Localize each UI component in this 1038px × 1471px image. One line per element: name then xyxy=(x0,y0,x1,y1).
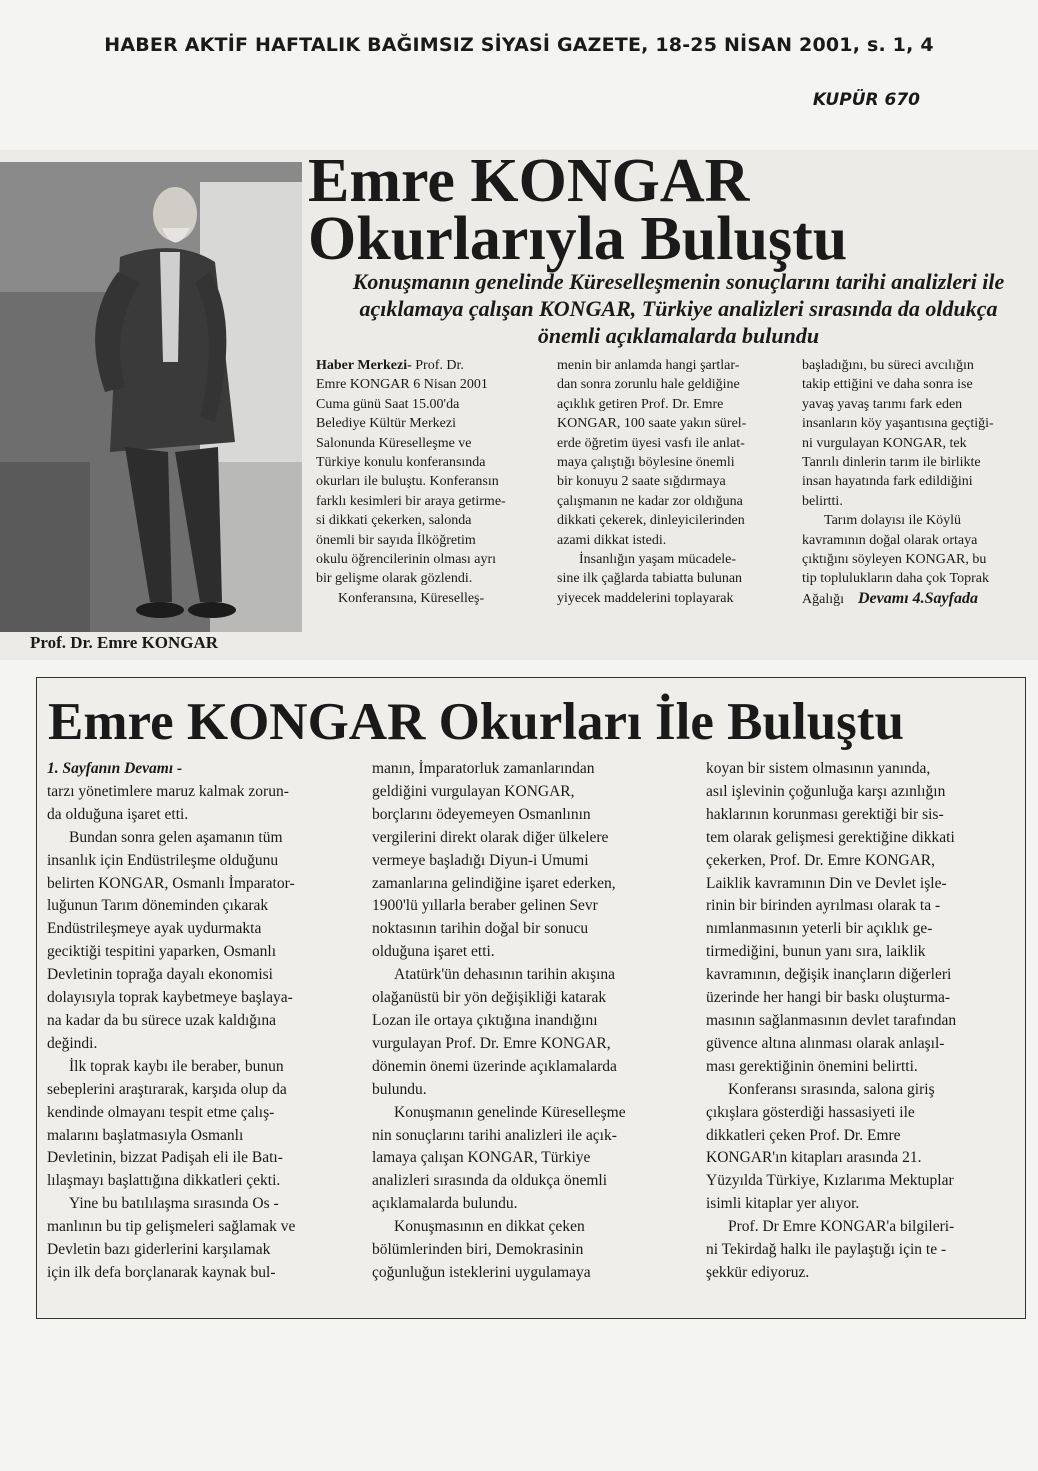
column-line: çıktığını söyleyen KONGAR, bu xyxy=(802,552,987,568)
front-column-1 xyxy=(316,356,548,608)
column-line: vurgulayan Prof. Dr. Emre KONGAR, xyxy=(372,1034,611,1052)
column-line: üzerinde her hangi bir baskı oluşturma- xyxy=(706,989,951,1007)
column-line: takip ettiğini ve daha sonra ise xyxy=(802,377,973,393)
column-line: dikkatleri çeken Prof. Dr. Emre xyxy=(706,1126,901,1144)
column-line: masının sağlanmasının devlet tarafından xyxy=(706,1011,957,1029)
column-line: sebeplerini araştırarak, karşıda olup da xyxy=(47,1080,287,1098)
column-line: KONGAR, 100 saate yakın sürel- xyxy=(557,416,747,432)
column-line: çalışmanın ne kadar zor oldığuna xyxy=(557,493,743,509)
column-line: sine ilk çağlarda tabiatta bulunan xyxy=(557,571,743,587)
column-line: vermeye başladığı Diyun-i Umumi xyxy=(372,851,589,869)
column-line: Laiklik kavramının Din ve Devlet işle- xyxy=(706,874,947,892)
column-line: Salonunda Küreselleşme ve xyxy=(316,435,472,451)
column-line: kavramının doğal olarak ortaya xyxy=(802,532,978,548)
column-line: Tarım dolayısı ile Köylü xyxy=(824,513,962,529)
photo-caption: Prof. Dr. Emre KONGAR xyxy=(30,633,219,652)
column-line: noktasının tarihin doğal bir sonucu xyxy=(372,920,589,938)
column-line: kendinde olmayanı tespit etme çalış- xyxy=(47,1103,275,1121)
column-line: bir gelişme olarak gözlendi. xyxy=(316,571,473,587)
column-line: Konuşmanın genelinde Küreselleşme xyxy=(394,1103,626,1121)
column-line: belirten KONGAR, Osmanlı İmparator- xyxy=(47,874,295,892)
column-line: İlk toprak kaybı ile beraber, bunun xyxy=(69,1057,284,1075)
column-line: tip toplulukların daha çok Toprak xyxy=(802,571,989,587)
column-line: Yine bu batılılaşma sırasında Os - xyxy=(69,1195,279,1213)
column-line: Türkiye konulu konferansında xyxy=(316,455,486,471)
column-line: açıklık getiren Prof. Dr. Emre xyxy=(557,396,724,412)
speaker-photo xyxy=(0,162,302,632)
continuation-kicker: 1. Sayfanın Devamı - xyxy=(47,760,183,777)
column-line: azami dikkat istedi. xyxy=(557,532,667,548)
column-line: menin bir anlamda hangi şartlar- xyxy=(557,358,740,373)
page4-column-1 xyxy=(47,758,359,1285)
column-line: okulu öğrencilerinin olması ayrı xyxy=(316,552,497,568)
column-line: Devletinin, bizzat Padişah eli ile Batı- xyxy=(47,1149,283,1167)
column-line: için ilk defa borçlanarak kaynak bul- xyxy=(47,1263,276,1281)
column-line: belirtti. xyxy=(802,493,843,509)
column-line: Devletin bazı giderlerini karşılamak xyxy=(47,1241,271,1259)
column-line: borçlarını ödeyemeyen Osmanlının xyxy=(372,805,591,823)
column-line: luğunun Tarım döneminden çıkarak xyxy=(47,897,269,915)
column-line: si dikkati çekerken, salonda xyxy=(316,513,472,529)
page4-column-2 xyxy=(372,758,684,1285)
column-line: Prof. Dr Emre KONGAR'a bilgileri- xyxy=(728,1218,955,1236)
column-line: dolayısıyla toprak kaybetmeye başlaya- xyxy=(47,989,293,1007)
column-line: bölümlerinden biri, Demokrasinin xyxy=(372,1241,584,1259)
column-line: zamanlarına gelindiğine işaret ederken, xyxy=(372,874,616,892)
column-line: başladığını, bu süreci avcılığın xyxy=(802,358,974,373)
column-line: koyan bir sistem olmasının yanında, xyxy=(706,760,931,777)
column-line: da olduğuna işaret etti. xyxy=(47,805,189,823)
column-line: tirmediğini, bunun yanı sıra, laiklik xyxy=(706,943,926,961)
column-line: okurları ile buluştu. Konferansın xyxy=(316,474,499,490)
column-line: güvence altına alınması olarak anlaşıl- xyxy=(706,1034,945,1052)
column-line: vergilerini direkt olarak diğer ülkelere xyxy=(372,828,609,846)
column-line: malarını başlatmasıyla Osmanlı xyxy=(47,1126,244,1144)
column-line: şekkür ediyoruz. xyxy=(706,1263,810,1281)
column-line: analizleri sırasında da oldukça önemli xyxy=(372,1172,607,1190)
article-deck: Konuşmanın genelinde Küreselleşmenin sonuçlarını tarihi analizleri ile açıklamaya çalışan KONGAR, Türkiye analizleri sırasında da oldukça önemli açıklamalarda bulundu xyxy=(352,269,1005,348)
column-line: erde öğretim üyesi vasfı ile anlat- xyxy=(557,435,745,451)
column-line: Konuşmasının en dikkat çeken xyxy=(394,1218,585,1236)
column-line: tem olarak gelişmesi gerektiğine dikkati xyxy=(706,828,955,846)
column-line: Emre KONGAR 6 Nisan 2001 xyxy=(316,377,488,393)
column-line: nin sonuçlarını tarihi analizleri ile açık- xyxy=(372,1126,617,1144)
column-line: Endüstrileşmeye ayak uydurmakta xyxy=(47,920,262,938)
column-line: nımlanmasının yeterli bir açıklık ge- xyxy=(706,920,933,938)
column-line: bir konuyu 2 saate sığdırmaya xyxy=(557,474,726,490)
column-line: dönemin önemi üzerinde açıklamalarda xyxy=(372,1057,617,1075)
column-line: na kadar da bu sürece uzak kaldığına xyxy=(47,1011,276,1029)
column-line: KONGAR'ın kitapları arasında 21. xyxy=(706,1149,922,1167)
page4-column-3 xyxy=(706,758,1021,1285)
column-line: çoğunluğun isteklerini uygulamaya xyxy=(372,1263,591,1281)
headline-line-1: Emre KONGAR xyxy=(308,147,750,215)
column-line: tarzı yönetimlere maruz kalmak zorun- xyxy=(47,782,289,800)
byline: Haber Merkezi- xyxy=(316,358,412,373)
column-line: geldiğini vurgulayan KONGAR, xyxy=(372,782,575,800)
column-line: manlının bu tip gelişmeleri sağlamak ve xyxy=(47,1218,296,1236)
continued-note: Devamı 4.Sayfada xyxy=(858,589,978,607)
page4-headline: Emre KONGAR Okurları İle Buluştu xyxy=(48,693,904,751)
column-line: Devletinin toprağa dayalı ekonomisi xyxy=(47,966,273,984)
clip-code: KUPÜR 670 xyxy=(812,90,920,110)
column-line: çekerken, Prof. Dr. Emre KONGAR, xyxy=(706,851,935,869)
column-line-text: Prof. Dr. xyxy=(415,358,464,373)
column-line: dan sonra zorunlu hale geldiğine xyxy=(557,377,740,393)
column-line: maya çalıştığı böylesine önemli xyxy=(557,455,735,471)
column-line: önemli bir sayıda İlköğretim xyxy=(316,532,476,548)
column-line: bulundu. xyxy=(372,1080,427,1098)
column-line: olağanüstü bir yön değişikliği katarak xyxy=(372,989,607,1007)
front-column-2 xyxy=(557,356,789,608)
column-line: isimli kitaplar yer alıyor. xyxy=(706,1195,860,1213)
column-line: rinin bir birinden ayrılması olarak ta - xyxy=(706,897,941,915)
column-line: Konferansı sırasında, salona giriş xyxy=(728,1080,935,1098)
column-line: kavramının, değişik inançların diğerleri xyxy=(706,966,952,984)
column-line: yiyecek maddelerini toplayarak xyxy=(557,590,734,606)
column-line xyxy=(802,589,1034,609)
front-column-3 xyxy=(802,356,1034,609)
column-line: İnsanlığın yaşam mücadele- xyxy=(579,552,737,568)
column-line: geciktiği tespitini yaparken, Osmanlı xyxy=(47,943,277,961)
column-line-text: Ağalığı xyxy=(802,591,844,607)
publication-header: HABER AKTİF HAFTALIK BAĞIMSIZ SİYASİ GAZETE, 18-25 NİSAN 2001, s. 1, 4 xyxy=(104,34,934,56)
column-line: çıkışlara gösterdiği hassasiyeti ile xyxy=(706,1103,915,1121)
column-line: 1900'lü yıllarla beraber gelinen Sevr xyxy=(372,897,598,915)
column-line: Bundan sonra gelen aşamanın tüm xyxy=(69,828,283,846)
column-line: Konferansına, Küreselleş- xyxy=(338,590,485,606)
column-line: farklı kesimleri bir araya getirme- xyxy=(316,493,506,509)
column-line: lamaya çalışan KONGAR, Türkiye xyxy=(372,1149,591,1167)
column-line: ni vurgulayan KONGAR, tek xyxy=(802,435,967,451)
headline-line-2: Okurlarıyla Buluştu xyxy=(308,205,848,273)
column-line: lılaşmayı başlattığına dikkatleri çekti. xyxy=(47,1172,281,1190)
column-line: Yüzyılda Türkiye, Kızlarıma Mektuplar xyxy=(706,1172,954,1190)
column-line: haklarının korunması gerektiği bir sis- xyxy=(706,805,944,823)
column-line: Tanrılı dinlerin tarım ile birlikte xyxy=(802,455,981,471)
column-line: insan hayatında fark edildiğini xyxy=(802,474,973,490)
column-line xyxy=(316,356,548,375)
column-line: Lozan ile ortaya çıktığına inandığını xyxy=(372,1011,598,1029)
front-page-headline xyxy=(308,147,848,273)
column-line: ması gerektiğinin önemini belirtti. xyxy=(706,1057,918,1075)
column-line: değindi. xyxy=(47,1034,98,1052)
column-line: Belediye Kültür Merkezi xyxy=(316,416,456,432)
column-line: Cuma günü Saat 15.00'da xyxy=(316,396,460,412)
column-line: olduğuna işaret etti. xyxy=(372,943,495,961)
column-line: dikkati çekerek, dinleyicilerinden xyxy=(557,513,745,529)
column-line: açıklamalarda bulundu. xyxy=(372,1195,518,1213)
column-line: manın, İmparatorluk zamanlarından xyxy=(372,760,595,777)
column-line: insanlık için Endüstrileşme olduğunu xyxy=(47,851,279,869)
column-line: Atatürk'ün dehasının tarihin akışına xyxy=(394,966,616,984)
column-line: asıl işlevinin çoğunluğa karşı azınlığın xyxy=(706,782,946,800)
column-line: ni Tekirdağ halkı ile paylaştığı için te - xyxy=(706,1241,947,1259)
column-line: insanların köy yaşantısına geçtiği- xyxy=(802,416,994,432)
column-line: yavaş yavaş tarımı fark eden xyxy=(802,396,963,412)
